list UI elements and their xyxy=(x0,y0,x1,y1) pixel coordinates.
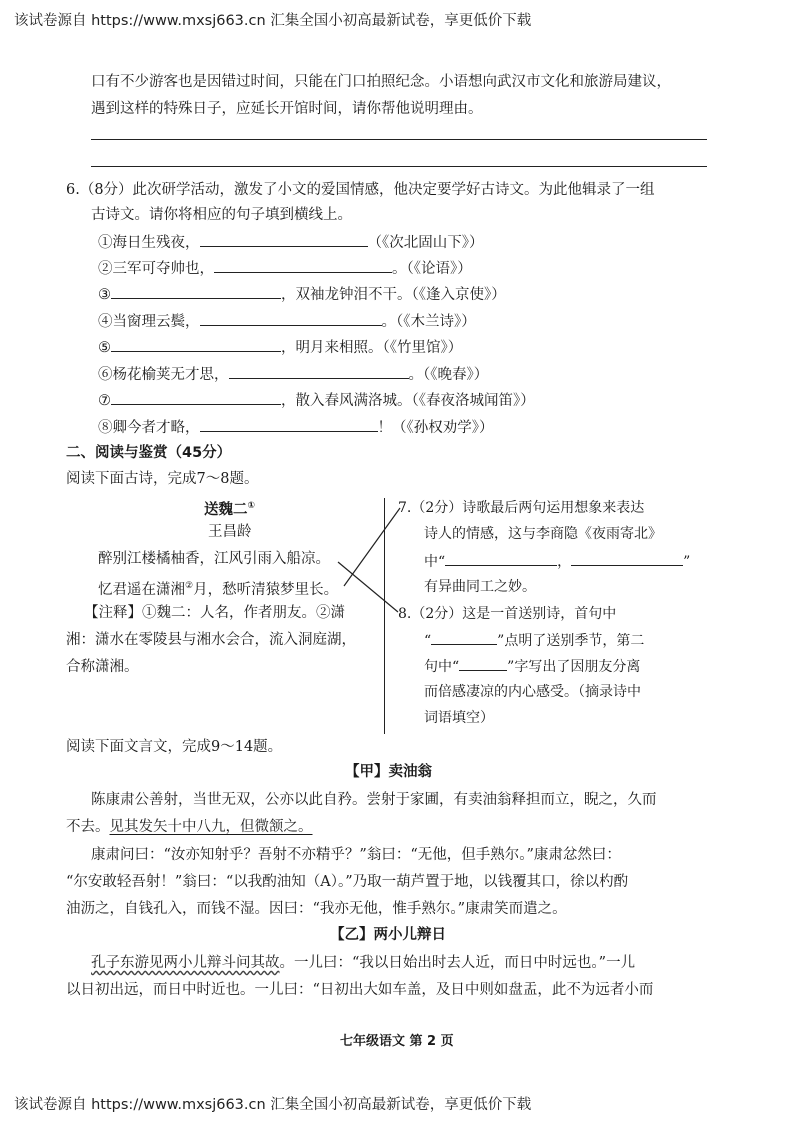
q8-line-3-post: ”字写出了因朋友分离 xyxy=(507,659,641,675)
q6-item-6-blank[interactable] xyxy=(229,364,409,379)
q6-item-6-post: 。（《晚春》） xyxy=(408,367,489,383)
q5-line-2: 遇到这样的特殊日子，应延长开馆时间，请你帮他说明理由。 xyxy=(91,101,483,117)
passage-jia-line-4: “尔安敢轻吾射！”翁曰：“以我酌油知（A）。”乃取一葫芦置于地，以钱覆其口，徐以杓酌 xyxy=(66,874,629,890)
q8-line-2-pre: “ xyxy=(424,633,432,649)
q6-item-2-blank[interactable] xyxy=(214,258,392,273)
q6-item-1-post: （《次北固山下》） xyxy=(367,235,484,251)
poem-line-2a: 忆君遥在潇湘 xyxy=(98,581,185,598)
passage-jia-line-5: 油沥之，自钱孔入，而钱不湿。因曰：“我亦无他，惟手熟尔。”康肃笑而遣之。 xyxy=(66,901,567,917)
poem-title xyxy=(204,496,255,520)
q6-item-5-pre: ⑤ xyxy=(98,340,111,356)
passage-yi-line-1b: 。一儿曰：“我以日始出时去人近，而日中时远也。”一儿 xyxy=(279,955,636,971)
poem-author: 王昌龄 xyxy=(208,524,252,540)
q6-item-1-pre: ①海日生残夜， xyxy=(98,235,200,251)
q6-item-8-blank[interactable] xyxy=(200,417,378,432)
pen-mark-line-2 xyxy=(338,562,398,612)
q6-item-5-blank[interactable] xyxy=(111,337,281,352)
q7-line-3 xyxy=(424,551,690,572)
passage-jia-line-1: 陈康肃公善射，当世无双，公亦以此自矜。尝射于家圃，有卖油翁释担而立，睨之，久而 xyxy=(91,792,657,808)
q8-line-3 xyxy=(424,656,640,677)
section-2-instruction-poem: 阅读下面古诗，完成7～8题。 xyxy=(66,471,259,487)
q7-line-3-post: ” xyxy=(683,554,691,570)
passage-yi-title: 【乙】两小儿辩日 xyxy=(330,927,446,943)
passage-jia-line-2 xyxy=(66,817,313,837)
q8-line-1: 8.（2分）这是一首送别诗，首句中 xyxy=(398,606,617,622)
q8-line-2-post: ”点明了送别季节，第二 xyxy=(497,633,645,649)
source-footer: 该试卷源自 https://www.mxsj663.cn 汇集全国小初高最新试卷，享更低价下载 xyxy=(14,1097,532,1113)
poem-line-2 xyxy=(98,576,338,600)
passage-yi-wavy-sentence: 孔子东游见两小儿辩斗问其故 xyxy=(91,955,280,971)
passage-jia-underlined-sentence: 见其发矢十中八九，但微颔之。 xyxy=(109,819,313,835)
q6-item-7-blank[interactable] xyxy=(111,390,281,405)
q7-line-3-mid: ， xyxy=(557,554,572,570)
q8-blank-2[interactable] xyxy=(459,656,507,671)
q7-line-1: 7.（2分）诗歌最后两句运用想象来表达 xyxy=(398,500,645,516)
poem-title-footnote: ① xyxy=(247,501,256,511)
section-2-heading: 二、阅读与鉴赏（45分） xyxy=(66,445,232,461)
q6-item-4-pre: ④当窗理云鬓， xyxy=(98,314,200,330)
q6-item-5-post: ，明月来相照。（《竹里馆》） xyxy=(281,340,463,356)
q8-line-3-pre: 句中“ xyxy=(424,659,460,675)
q6-item-3-blank[interactable] xyxy=(111,284,281,299)
q6-item-3 xyxy=(98,284,506,305)
q8-line-4: 而倍感凄凉的内心感受。（摘录诗中 xyxy=(424,684,641,700)
q6-item-6-pre: ⑥杨花榆荚无才思， xyxy=(98,367,229,383)
answer-line-1 xyxy=(91,139,707,140)
poem-line-2-footnote: ② xyxy=(185,581,194,591)
q6-item-8-pre: ⑧卿今者才略， xyxy=(98,420,200,436)
passage-jia-line-2a: 不去。 xyxy=(66,819,110,835)
poem-note-1: 【注释】①魏二：人名，作者朋友。②潇 xyxy=(84,605,345,621)
q6-item-7-pre: ⑦ xyxy=(98,393,111,409)
q7-line-4: 有异曲同工之妙。 xyxy=(424,579,536,595)
q6-intro-1: 6.（8分）此次研学活动，激发了小文的爱国情感，他决定要学好古诗文。为此他辑录了一组 xyxy=(66,182,655,198)
q6-item-3-post: ，双袖龙钟泪不干。（《逢入京使》） xyxy=(281,287,506,303)
q6-item-8 xyxy=(98,417,494,438)
q6-item-4-post: 。（《木兰诗》） xyxy=(381,314,476,330)
q6-item-7-post: ，散入春风满洛城。（《春夜洛城闻笛》） xyxy=(281,393,535,409)
q8-blank-1[interactable] xyxy=(431,630,497,645)
poem-line-1: 醉别江楼橘柚香，江风引雨入船凉。 xyxy=(98,551,330,567)
q5-line-1: 口有不少游客也是因错过时间，只能在门口拍照纪念。小语想向武汉市文化和旅游局建议， xyxy=(91,74,671,90)
passage-yi-line-2: 以日初出远，而日中时近也。一儿曰：“日初出大如车盖，及日中则如盘盂，此不为远者小而 xyxy=(66,982,654,998)
q6-item-4 xyxy=(98,311,476,332)
poem-line-2b: 月，愁听清猿梦里长。 xyxy=(193,581,339,598)
passage-jia-line-3: 康肃问曰：“汝亦知射乎？吾射不亦精乎？”翁曰：“无他，但手熟尔。”康肃忿然曰： xyxy=(91,847,621,863)
q7-line-2: 诗人的情感，这与李商隐《夜雨寄北》 xyxy=(424,526,662,542)
q6-item-2-post: 。（《论语》） xyxy=(392,261,472,277)
q6-item-4-blank[interactable] xyxy=(200,311,382,326)
passage-jia-title: 【甲】卖油翁 xyxy=(345,764,432,780)
passage-yi-line-1 xyxy=(91,953,635,973)
q6-item-7 xyxy=(98,390,535,411)
q6-item-1 xyxy=(98,232,484,253)
q8-line-2 xyxy=(424,630,644,651)
q7-line-3-pre: 中“ xyxy=(424,554,446,570)
page-footer: 七年级语文 第 2 页 xyxy=(340,1034,454,1049)
q6-item-6 xyxy=(98,364,488,385)
q8-line-5: 词语填空） xyxy=(424,710,494,726)
q6-item-3-pre: ③ xyxy=(98,287,111,303)
poem-note-3: 合称潇湘。 xyxy=(66,659,139,675)
answer-line-2 xyxy=(91,166,707,167)
q6-item-2-pre: ②三军可夺帅也， xyxy=(98,261,214,277)
source-header: 该试卷源自 https://www.mxsj663.cn 汇集全国小初高最新试卷，享更低价下载 xyxy=(14,13,532,29)
q6-item-8-post: ！（《孙权劝学》） xyxy=(377,420,494,436)
q6-intro-2: 古诗文。请你将相应的句子填到横线上。 xyxy=(91,207,352,223)
q6-item-5 xyxy=(98,337,462,358)
q6-item-1-blank[interactable] xyxy=(200,232,368,247)
q6-item-2 xyxy=(98,258,472,279)
section-2-instruction-classical: 阅读下面文言文，完成9～14题。 xyxy=(66,739,283,755)
q7-blank-2[interactable] xyxy=(571,551,683,566)
poem-title-text: 送魏二 xyxy=(204,501,248,518)
q7-blank-1[interactable] xyxy=(445,551,557,566)
poem-note-2: 湘：潇水在零陵县与湘水会合，流入洞庭湖， xyxy=(66,632,356,648)
pen-marks xyxy=(330,500,410,620)
